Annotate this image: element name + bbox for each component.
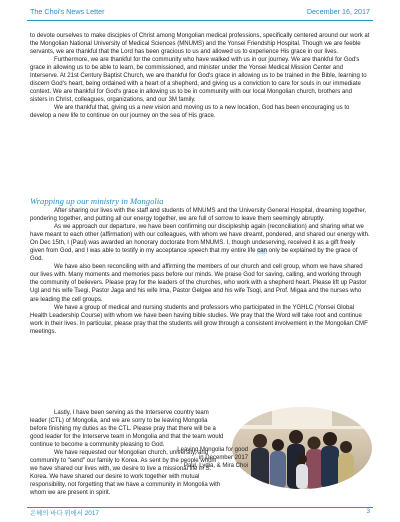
header-date: December 16, 2017 — [306, 7, 370, 16]
page-number: 3 — [366, 508, 370, 515]
section-paragraph-2b: only be explained by the grace of God. — [30, 248, 358, 263]
intro-text — [30, 32, 370, 121]
intro-paragraph-2: Furthermore, we are thankful for the community who have walked with us in our journey. We are thankful for God's grace in allowing us to be able to learn, be commissioned, and minister under the Yonsei Medical Mission Center and Interserve. At 21st Century Baptist Church, we are thankful for God's grace in allowing us to be trained in the Bible, learning to discern God's heart, being ordained with a heart of a shepherd, and giving us a conviction to care for souls in our immediate context. We are thankful for God's grace in allowing us to be in community with our local Mongolian church, brothers and sisters in Christ, colleagues, organizations, and our 3M family. — [30, 57, 367, 104]
header-divider — [27, 20, 373, 21]
intro-paragraph-3: We are thankful that, giving us a new vision and moving us to a new location, God has been encouraging us to develop a new life to continue on our journey on the sea of His grace. — [30, 105, 350, 120]
header-title: The Choi's News Letter — [30, 7, 105, 16]
section-paragraph-2 — [30, 223, 370, 263]
highlighted-word: can — [257, 248, 267, 255]
section-paragraph-4: We have a group of medical and nursing students and professors who participated in the YGHLC (Yonsei Global Health Leadership Course) with whom we have been having bible studies. We pray that the Word will take root and continue work in their lives. In particular, please pray that the students will grow through a consistent involvement in the Mongolian CMF meetings. — [30, 304, 368, 335]
section-paragraph-3: We have also been reconciling with and affirming the members of our church and cell group, whom we have shared our lives with. Many moments and memories pass before our minds. We praise God for saving, calling, and working through the community of believers. Please pray for the leaders of the churches, who work with a shepherd heart. Please lift up Pastor Ugl and his wife Tsegi, Pastor Jaga and his wife Ima, Pastor Gelgee and his wife Tsogi, and Prof. Migaa and the nurses who are leading the cell groups. — [30, 264, 367, 303]
signature-line-1: Leaving Mongolia for good — [177, 447, 248, 453]
section-paragraph-2a: As we approach our departure, we have been confirming our discipleship again (reconciliation) and sharing what we have meant to each other (affirmation) with our colleagues, with whom we have dreamt, pondered, and shared our energy with. On Dec 15th, I (Paul) was awarded an honorary doctorate from MNUMS. I, though undeserving, received it as a gift freely given from God, and I was able to testify in my acceptance speech that my entire life — [30, 224, 370, 255]
section-text — [30, 207, 370, 336]
family-photo — [232, 407, 372, 489]
footer-title: 은혜의 바다 위에서 2017 — [30, 510, 99, 517]
intro-paragraph-1: to devote ourselves to make disciples of Christ among Mongolian medical professions, specifically centered around our work at the Mongolian National University of Medical Sciences (MNUMS) and the Yonsei Friendship Hospital. Though we are feeble servants, we are thankful that the Lord has been gracious to us and allowed us to experience His grace in our lives. — [30, 33, 370, 56]
section-heading: Wrapping up our ministry in Mongolia — [30, 196, 164, 206]
signature-line-2: in December 2017 — [198, 455, 248, 461]
family-photo-image — [232, 407, 372, 489]
signature-line-3: Paul, Lydia, & Mira Choi — [183, 463, 248, 469]
lower-paragraph-1: Lastly, I have been serving as the Interserve country team leader (CTL) of Mongolia, and we are sorry to be leaving Mongolia before finishing my duties as the CTL. Please pray that there will be a good leader for the Interserve team in Mongolia and that the team would continue to become a community pleasing to God. — [30, 410, 224, 449]
section-paragraph-1: After sharing our lives with the staff and students of MNUMS and the University General Hospital, dreaming together, pondering together, and putting all our energy together, we are full of sorrow to leave them seemingly abruptly. — [30, 208, 367, 223]
signature-block — [150, 446, 248, 470]
lower-paragraph-2: We have requested our Mongolian church, university, and community to "send" our family to Korea. As sent by the people whom we have shared our lives with, we desire to live a missional life in S. Korea. We have shared our desire to work together with mutual responsibility, not forgetting that we have a community in Mongolia with whom we are present in spirit. — [30, 450, 221, 497]
